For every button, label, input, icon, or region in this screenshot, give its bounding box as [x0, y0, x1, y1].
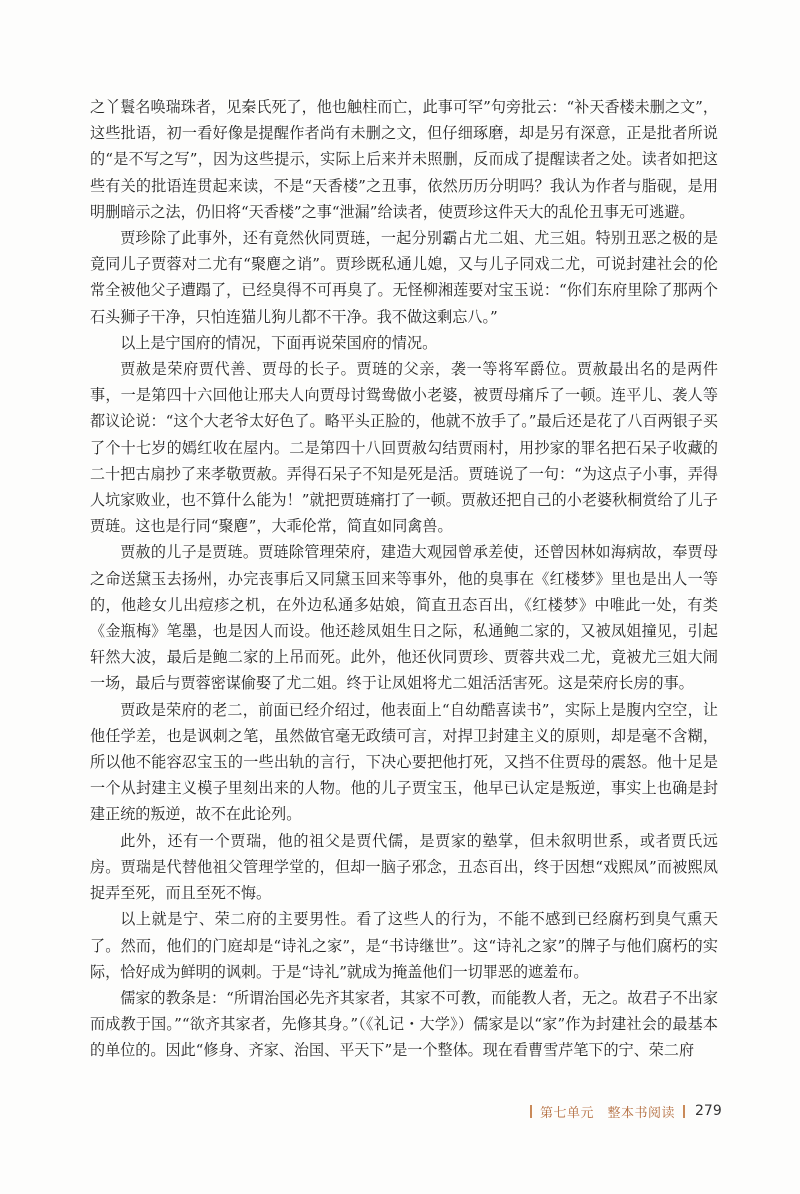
- paragraph-summary: 以上就是宁、荣二府的主要男性。看了这些人的行为，不能不感到已经腐朽到臭气熏天了。然而，他们的门庭却是“诗礼之家”，是“书诗继世”。这“诗礼之家”的牌子与他们腐朽的实际，恰好成为鲜明的讽刺。于是“诗礼”就成为掩盖他们一切罪恶的遮羞布。: [90, 910, 718, 981]
- footer-unit-label: 第七单元 整本书阅读: [540, 1105, 676, 1121]
- paragraph-transition: 以上是宁国府的情况，下面再说荣国府的情况。: [120, 333, 438, 352]
- page-footer: [530, 1100, 730, 1122]
- paragraph-jia-she: 贾赦是荣府贾代善、贾母的长子。贾琏的父亲，袭一等将军爵位。贾赦最出名的是两件事，一是第四十六回他让邢夫人向贾母讨鸳鸯做小老婆，被贾母痛斥了一顿。连平儿、袭人等都议论说：“这个大老爷太好色了。略平头正脸的，他就不放手了。”最后还是花了八百两银子买了个十七岁的嫣红收在屋内。二是第四十八回贾赦勾结贾雨村，用抄家的罪名把石呆子收藏的二十把古扇抄了来孝敬贾赦。弄得石呆子不知是死是活。贾琏说了一句：“为这点子小事，弄得人坑家败业，也不算什么能为！”就把贾琏痛打了一顿。贾赦还把自己的小老婆秋桐赏给了儿子贾琏。这也是行同“聚麀”，大乖伦常，简直如同禽兽。: [90, 360, 718, 536]
- body-text: [90, 94, 718, 1064]
- page-number: 279: [695, 1103, 722, 1119]
- paragraph-jia-rui: 此外，还有一个贾瑞，他的祖父是贾代儒，是贾家的塾掌，但未叙明世系，或者贾氏远房。贾瑞是代替他祖父管理学堂的，但却一脑子邪念，丑态百出，终于因想“戏熙凤”而被熙凤捉弄至死，而且至死不悔。: [90, 831, 718, 903]
- footer-divider-right: [683, 1105, 685, 1118]
- paragraph-jia-zhen: 贾珍除了此事外，还有竟然伙同贾琏，一起分别霸占尤二姐、尤三姐。特别丑恶之极的是竟同儿子贾蓉对二尤有“聚麀之诮”。贾珍既私通儿媳，又与儿子同戏二尤，可说封建社会的伦常全被他父子遭蹋了，已经臭得不可再臭了。无怪柳湘莲要对宝玉说：“你们东府里除了那两个石头狮子干净，只怕连猫儿狗儿都不干净。我不做这剩忘八。”: [90, 229, 718, 326]
- paragraph-jia-zheng: 贾政是荣府的老二，前面已经介绍过，他表面上“自幼酷喜读书”，实际上是腹内空空，让他任学差，也是讽刺之笔，虽然做官毫无政绩可言，对捍卫封建主义的原则，却是毫不含糊，所以他不能容忍宝玉的一些出轨的言行，下决心要把他打死，又挡不住贾母的震怒。他十足是一个从封建主义模子里刻出来的人物。他的儿子贾宝玉，他早已认定是叛逆，事实上也确是封建正统的叛逆，故不在此论列。: [90, 700, 718, 824]
- footer-divider-left: [530, 1105, 532, 1118]
- paragraph-confucian: 儒家的教条是：“所谓治国必先齐其家者，其家不可教，而能教人者，无之。故君子不出家而成教于国。”“欲齐其家者，先修其身。”（《礼记・大学》）儒家是以“家”作为封建社会的最基本的单位的。因此“修身、齐家、治国、平天下”是一个整体。现在看曹雪芹笔下的宁、荣二府: [90, 988, 718, 1060]
- paragraph-continued: 之丫鬟名唤瑞珠者，见秦氏死了，他也触柱而亡，此事可罕”句旁批云：“补天香楼未删之文”，这些批语，初一看好像是提醒作者尚有未删之文，但仔细琢磨，却是另有深意，正是批者所说的“是不写之写”，因为这些提示，实际上后来并未照删，反而成了提醒读者之处。读者如把这些有关的批语连贯起来读，不是“天香楼”之丑事，依然历历分明吗？我认为作者与脂砚，是用明删暗示之法，仍旧将“天香楼”之事“泄漏”给读者，使贾珍这件天大的乱伦丑事无可逃避。: [90, 98, 718, 221]
- paragraph-jia-lian: 贾赦的儿子是贾琏。贾琏除管理荣府，建造大观园曾承差使，还曾因林如海病故，奉贾母之命送黛玉去扬州，办完丧事后又同黛玉回来等事外，他的臭事在《红楼梦》里也是出人一等的，他趁女儿出痘疹之机，在外边私通多姑娘，简直丑态百出，《红楼梦》中唯此一处，有类《金瓶梅》笔墨，也是因人而设。他还趁凤姐生日之际，私通鲍二家的，又被凤姐撞见，引起轩然大波，最后是鲍二家的上吊而死。此外，他还伙同贾珍、贾蓉共戏二尤，竟被尤三姐大闹一场，最后与贾蓉密谋偷娶了尤二姐。终于让凤姐将尤二姐活活害死。这是荣府长房的事。: [90, 543, 718, 693]
